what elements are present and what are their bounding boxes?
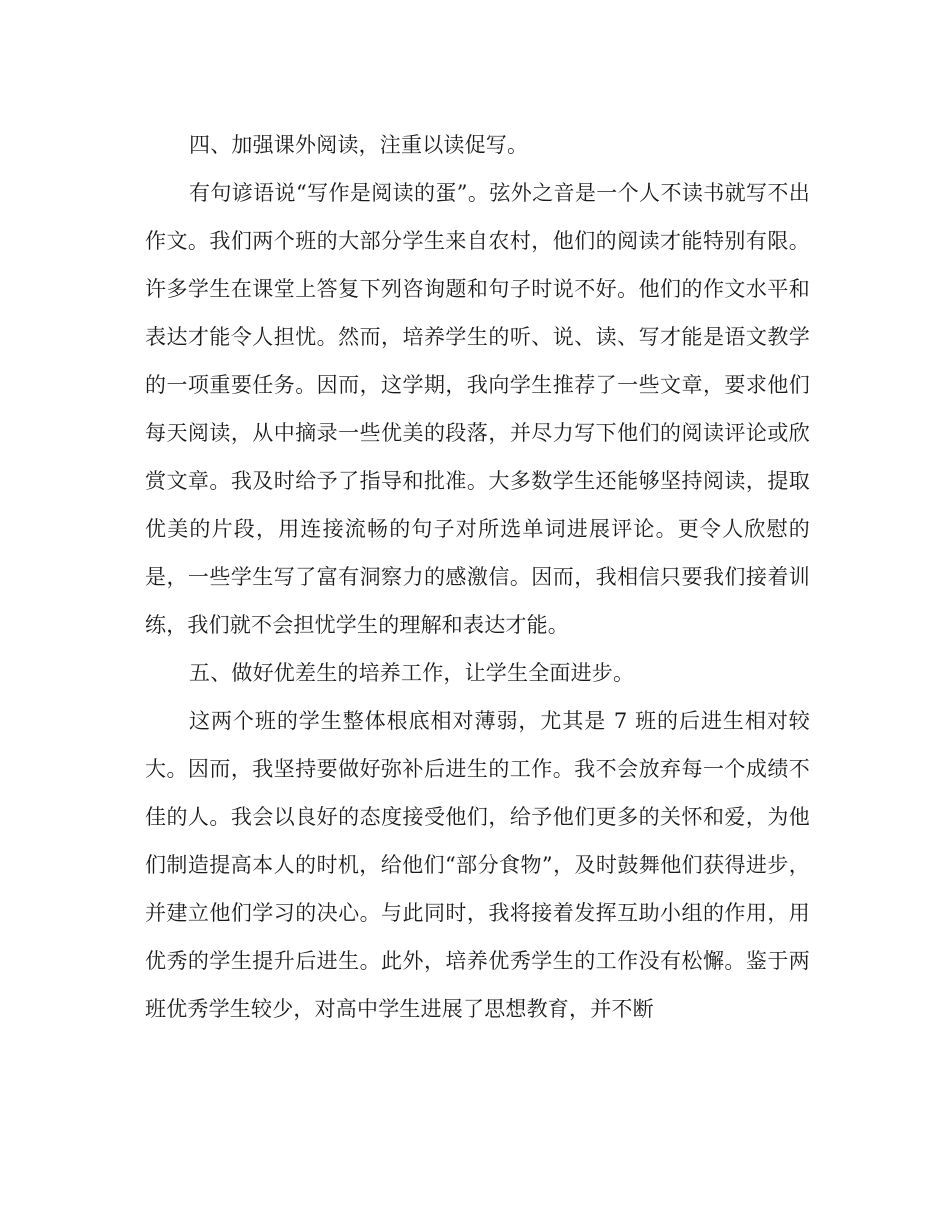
document-body (145, 121, 810, 1033)
paragraph-reading: 有句谚语说“写作是阅读的蛋”。弦外之音是一个人不读书就写不出作文。我们两个班的大部分学生来自农村，他们的阅读才能特别有限。许多学生在课堂上答复下列咨询题和句子时说不好。他们的作文水平和表达才能令人担忧。然而，培养学生的听、说、读、写才能是语文教学的一项重要任务。因而，这学期，我向学生推荐了一些文章，要求他们每天阅读，从中摘录一些优美的段落，并尽力写下他们的阅读评论或欣赏文章。我及时给予了指导和批准。大多数学生还能够坚持阅读，提取优美的片段，用连接流畅的句子对所选单词进展评论。更令人欣慰的是，一些学生写了富有洞察力的感激信。因而，我相信只要我们接着训练，我们就不会担忧学生的理解和表达才能。 (145, 181, 810, 637)
paragraph-students: 这两个班的学生整体根底相对薄弱，尤其是 7 班的后进生相对较大。因而，我坚持要做好弥补后进生的工作。我不会放弃每一个成绩不佳的人。我会以良好的态度接受他们，给予他们更多的关怀和爱，为他们制造提高本人的时机，给他们“部分食物”，及时鼓舞他们获得进步，并建立他们学习的决心。与此同时，我将接着发挥互助小组的作用，用优秀的学生提升后进生。此外，培养优秀学生的工作没有松懈。鉴于两班优秀学生较少，对高中学生进展了思想教育，并不断 (145, 709, 810, 1021)
section-heading-five: 五、做好优差生的培养工作，让学生全面进步。 (189, 661, 635, 685)
section-heading-four: 四、加强课外阅读，注重以读促写。 (189, 133, 529, 157)
